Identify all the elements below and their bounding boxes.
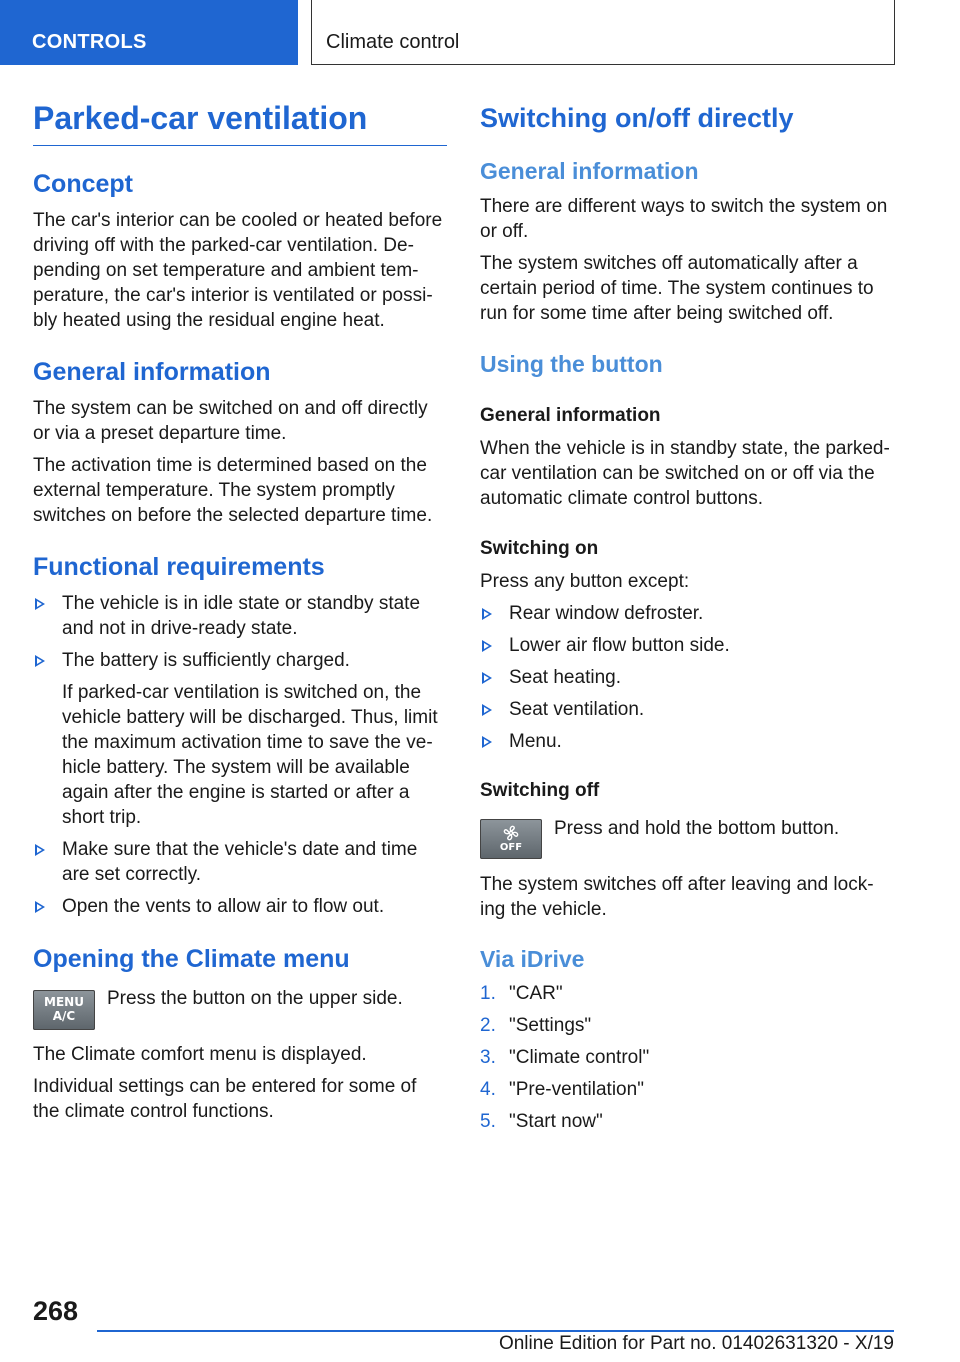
switching-off-note: The system switches off after leaving and lock- ing the vehicle. <box>480 874 874 920</box>
button-heading: Using the button <box>480 351 663 377</box>
chapter-title: Climate control <box>311 0 895 65</box>
list-item: Make sure that the vehicle's date and time are set correctly. <box>33 837 447 887</box>
footer-divider <box>97 1330 894 1332</box>
list-item: Rear window defroster. <box>480 601 894 626</box>
fan-icon <box>500 824 522 842</box>
right-general-text-1: There are different ways to switch the system on or off. <box>480 196 888 242</box>
switching-on-text: Press any button except: <box>480 571 690 592</box>
page-number: 268 <box>33 1296 79 1326</box>
climate-menu-text-2: Individual settings can be entered for some of the climate control functions. <box>33 1076 417 1122</box>
list-item: The battery is sufficiently charged. If parked-car ventilation is switched on, the vehicle battery will be discharged. Thus, limit the maximum activation time to save the ve- hicle battery. The system will be available again after the engine is started or after a short trip. <box>33 648 447 830</box>
switching-heading: Switching on/off directly <box>480 103 794 133</box>
triangle-bullet-icon <box>35 598 45 610</box>
idrive-steps <box>480 978 894 1138</box>
triangle-bullet-icon <box>482 672 492 684</box>
switching-on-list <box>480 601 894 754</box>
triangle-bullet-icon <box>482 640 492 652</box>
button-general-text: When the vehicle is in standby state, the parked- car ventilation can be switched on or off via the automatic climate control buttons. <box>480 438 890 509</box>
switching-on-heading: Switching on <box>480 538 599 559</box>
battery-note: If parked-car ventilation is switched on, the vehicle battery will be discharged. Thus, limit the maximum activation time to save the ve- hicle battery. The system will be available again after the engine is started or after a short trip. <box>62 682 438 828</box>
concept-heading: Concept <box>33 170 133 198</box>
list-item: 3. "Climate control" <box>480 1047 650 1068</box>
list-item: Lower air flow button side. <box>480 633 894 658</box>
edition-text: Online Edition for Part no. 01402631320 - X/19 <box>498 1333 894 1354</box>
section-tab: CONTROLS <box>0 0 298 65</box>
climate-menu-text-1: The Climate comfort menu is displayed. <box>33 1044 367 1065</box>
triangle-bullet-icon <box>482 608 492 620</box>
fan-off-button-icon: OFF <box>480 819 542 859</box>
button-general-heading: General information <box>480 405 661 426</box>
triangle-bullet-icon <box>35 901 45 913</box>
climate-menu-instruction: Press the button on the upper side. <box>107 988 403 1009</box>
list-item: 1. "CAR" <box>480 983 563 1004</box>
requirements-list <box>33 591 447 919</box>
list-item: Menu. <box>480 729 894 754</box>
triangle-bullet-icon <box>35 844 45 856</box>
right-general-text-2: The system switches off automatically after a certain period of time. The system continues to run for some time after being switched off. <box>480 253 874 324</box>
general-heading: General information <box>33 358 271 386</box>
list-item: Open the vents to allow air to flow out. <box>33 894 447 919</box>
menu-ac-button-icon: MENU A/C <box>33 990 95 1030</box>
general-text-1: The system can be switched on and off directly or via a preset departure time. <box>33 398 428 444</box>
page-title: Parked-car ventilation <box>33 100 447 146</box>
general-text-2: The activation time is determined based on the external temperature. The system promptly switches on before the selected departure time. <box>33 455 433 526</box>
right-general-heading: General information <box>480 158 699 184</box>
list-item: 5. "Start now" <box>480 1111 603 1132</box>
switching-off-instruction: Press and hold the bottom button. <box>554 818 840 839</box>
list-item: The vehicle is in idle state or standby state and not in drive-ready state. <box>33 591 447 641</box>
list-item: Seat ventilation. <box>480 697 894 722</box>
list-item: 4. "Pre-ventilation" <box>480 1079 644 1100</box>
concept-text: The car's interior can be cooled or heated before driving off with the parked-car ventilation. De- pending on set temperature and ambient tem- perature, the car's interior is ventilated or possi- bly heated using the residual engine heat. <box>33 210 443 331</box>
idrive-heading: Via iDrive <box>480 946 585 972</box>
climate-menu-heading: Opening the Climate menu <box>33 945 350 973</box>
switching-off-heading: Switching off <box>480 780 600 801</box>
triangle-bullet-icon <box>482 704 492 716</box>
triangle-bullet-icon <box>482 736 492 748</box>
triangle-bullet-icon <box>35 655 45 667</box>
list-item: Seat heating. <box>480 665 894 690</box>
requirements-heading: Functional requirements <box>33 553 325 581</box>
list-item: 2. "Settings" <box>480 1015 592 1036</box>
